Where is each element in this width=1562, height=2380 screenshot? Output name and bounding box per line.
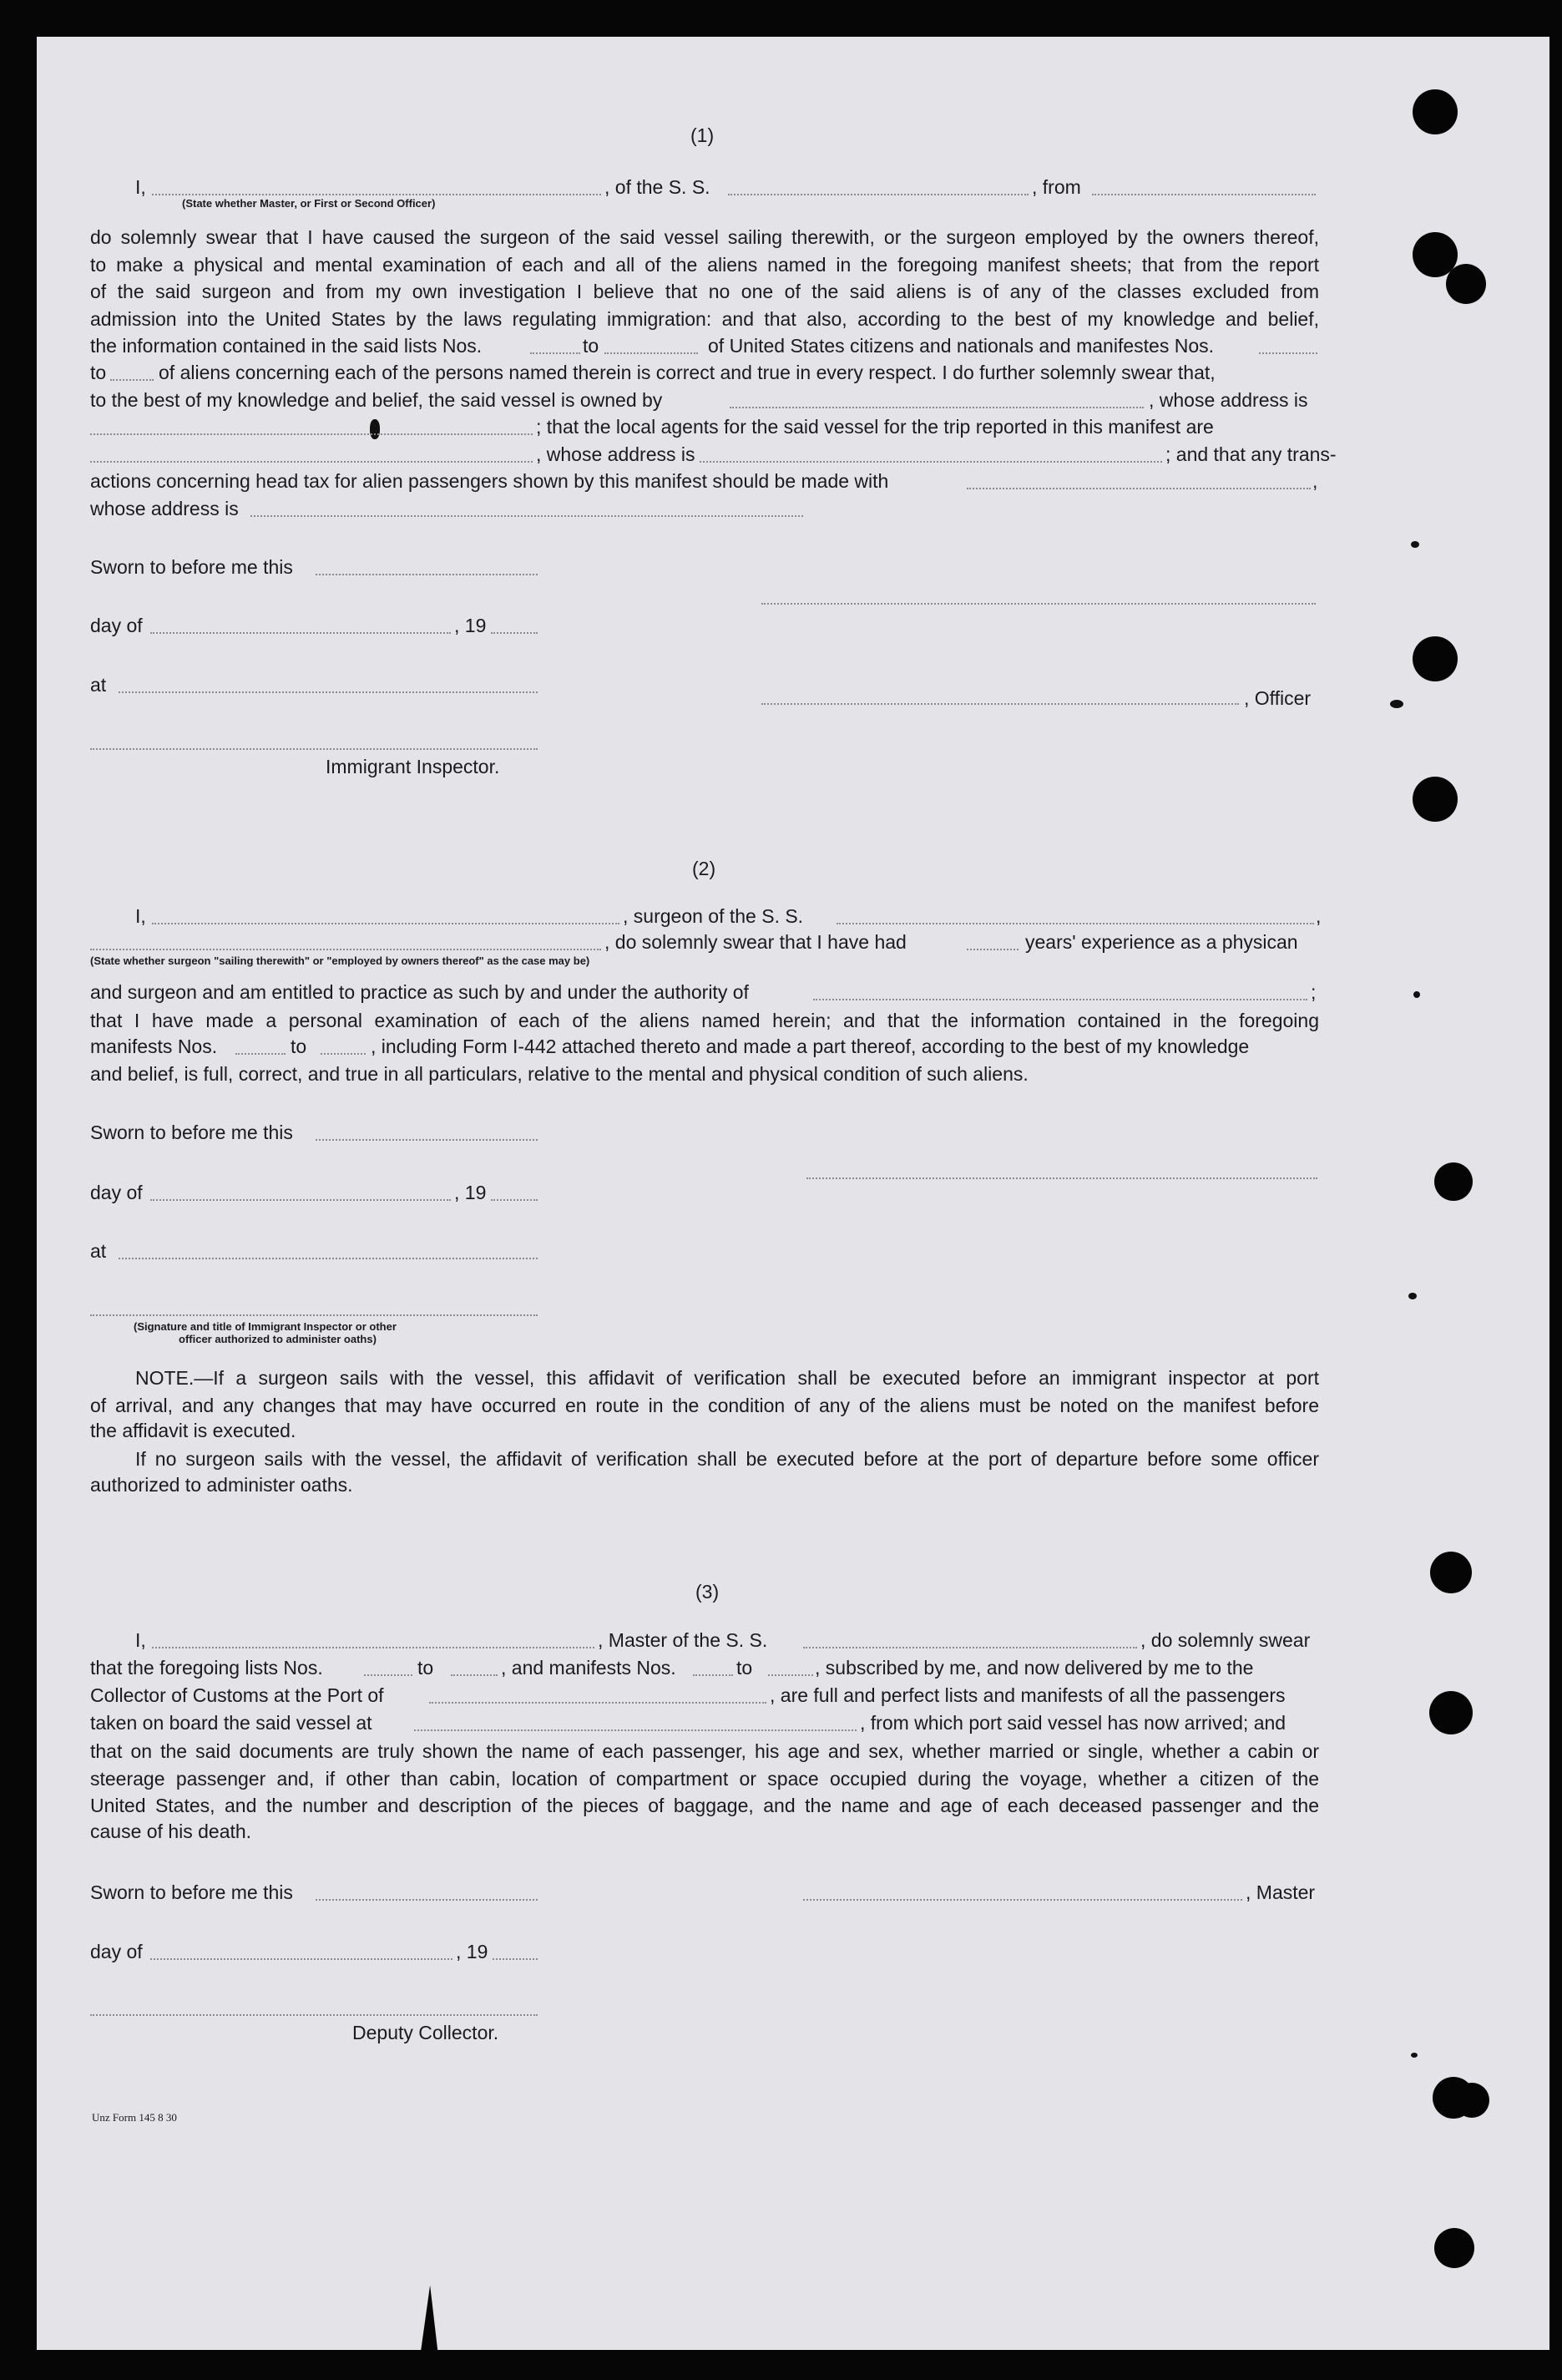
ship-name-line — [837, 923, 1314, 924]
day-line — [150, 1199, 451, 1201]
oath-line: and belief, is full, correct, and true in all particulars, relative to the mental and physical condition of such aliens. — [90, 1063, 1029, 1085]
of-ss-label: , of the S. S. — [604, 176, 710, 198]
note-paragraph-2 — [90, 1446, 1319, 1473]
ship-name-line — [803, 1647, 1137, 1648]
oath-paragraph-1 — [90, 224, 1319, 332]
to-label: to — [736, 1657, 753, 1679]
address-label: whose address is — [90, 498, 239, 519]
lists-nos-label: the information contained in the said lists Nos. — [90, 335, 483, 357]
year-line — [493, 1958, 538, 1960]
section-2-number: (2) — [692, 858, 716, 879]
oath-line: of the said surgeon and from my own investigation I believe that no one of the said aliens is of any of the classes excluded from — [90, 281, 1319, 302]
ink-speck — [1413, 991, 1420, 998]
surgeon-signature-line — [806, 1177, 1317, 1179]
manifests-from-line — [693, 1674, 733, 1676]
taken-on-board-label: taken on board the said vessel at — [90, 1712, 372, 1734]
oath-line: steerage passenger and, if other than cabin, location of compartment or space occupied during the voyage, whether a citizen of the — [90, 1767, 1319, 1790]
year-label: , 19 — [456, 1941, 488, 1962]
oath-line: that on the said documents are truly shown the name of each passenger, his age and sex, whether married or single, whether a cabin or — [90, 1740, 1319, 1762]
oath-line: cause of his death. — [90, 1820, 252, 1842]
authority-label: and surgeon and am entitled to practice as such by and under the authority of — [90, 981, 749, 1003]
lists-nos-label: that the foregoing lists Nos. — [90, 1657, 323, 1679]
note-paragraph — [90, 1365, 1319, 1419]
citizens-label: of United States citizens and nationals and manifestes Nos. — [708, 335, 1215, 357]
to-label: to — [90, 362, 107, 383]
at-label: at — [90, 1240, 107, 1262]
oath-line: admission into the United States by the laws regulating immigration: and that also, according to the best of my knowledge and belief, — [90, 307, 1319, 330]
section-3-number: (3) — [695, 1581, 720, 1603]
years-line — [967, 949, 1019, 950]
signature-note: (Signature and title of Immigrant Inspector or other — [134, 1320, 397, 1333]
lists-to-line — [604, 352, 698, 354]
punch-hole — [1454, 2083, 1489, 2118]
swear-label: , do solemnly swear that I have had — [604, 931, 907, 953]
note-line: the affidavit is executed. — [90, 1420, 296, 1441]
subscribed-label: , subscribed by me, and now delivered by me to the — [815, 1657, 1254, 1679]
master-name-line — [152, 194, 601, 195]
manifests-to-line — [321, 1053, 366, 1055]
punch-hole — [1434, 1162, 1473, 1201]
ink-speck — [1390, 700, 1403, 708]
collector-label: Collector of Customs at the Port of — [90, 1684, 384, 1706]
address-label: , whose address is — [1149, 389, 1308, 411]
at-line — [119, 691, 538, 693]
comma: , — [1316, 905, 1322, 927]
from-label: , from — [1032, 176, 1081, 198]
punch-hole — [1413, 777, 1458, 822]
transactions-label: ; and that any trans- — [1165, 443, 1337, 465]
lists-label: , are full and perfect lists and manifests of all the passengers — [770, 1684, 1286, 1706]
ink-speck — [1411, 2053, 1418, 2058]
owner-address-line — [90, 433, 533, 435]
sworn-label: Sworn to before me this — [90, 1122, 293, 1143]
swear-label: , do solemnly swear — [1140, 1629, 1311, 1651]
inspector-sign-line — [90, 1314, 538, 1316]
at-line — [119, 1258, 538, 1259]
head-tax-line — [967, 488, 1311, 489]
address-label: , whose address is — [536, 443, 695, 465]
oath-line: United States, and the number and description of the pieces of baggage, and the name and age of each deceased passenger and the — [90, 1795, 1319, 1816]
sworn-date-line — [316, 1899, 538, 1901]
surgeon-label: I, — [135, 905, 146, 927]
day-line — [150, 632, 451, 634]
year-label: , 19 — [454, 1182, 487, 1203]
lists-to-line — [451, 1674, 498, 1676]
note-line: NOTE.—If a surgeon sails with the vessel, this affidavit of verification shall be executed before an immigrant inspector at port — [135, 1367, 1319, 1389]
officer-sign-line — [761, 703, 1239, 705]
day-of-label: day of — [90, 615, 143, 636]
form-id: Unz Form 145 8 30 — [92, 2111, 177, 2124]
agents-label: ; that the local agents for the said vessel for the trip reported in this manifest are — [536, 416, 1214, 438]
sworn-date-line — [316, 574, 538, 575]
punch-hole — [1413, 636, 1458, 681]
note-line: of arrival, and any changes that may have occurred en route in the condition of any of the aliens must be noted on the manifest before — [90, 1394, 1319, 1416]
head-tax-address-line — [250, 515, 803, 517]
signature-note: officer authorized to administer oaths) — [179, 1333, 377, 1345]
from-port-line — [1092, 194, 1316, 195]
agents-address-line — [700, 461, 1162, 463]
semicolon: ; — [1311, 981, 1317, 1003]
year-line — [491, 1199, 538, 1201]
master-title-label: , Master — [1246, 1881, 1316, 1903]
manifests-to-line — [110, 379, 154, 381]
master-label: I, — [135, 1629, 146, 1651]
punch-hole — [1413, 89, 1458, 134]
punch-hole — [1434, 2228, 1474, 2268]
surgeon-note: (State whether surgeon "sailing therewith" or "employed by owners thereof" as the case may be) — [90, 955, 590, 967]
ink-speck — [1408, 1293, 1417, 1299]
inspector-label: Immigrant Inspector. — [326, 756, 500, 777]
arrived-label: , from which port said vessel has now arrived; and — [860, 1712, 1287, 1734]
head-tax-label: actions concerning head tax for alien passengers shown by this manifest should be made with — [90, 470, 889, 492]
punch-hole — [1430, 1552, 1472, 1593]
section-1-number: (1) — [690, 124, 715, 146]
oath-line: of aliens concerning each of the persons named therein is correct and true in every respect. I do further solemnly swear that, — [159, 362, 1216, 383]
day-of-label: day of — [90, 1941, 143, 1962]
officer-note: (State whether Master, or First or Second Officer) — [182, 197, 436, 210]
comma: , — [1312, 470, 1318, 492]
surgeon-ss-label: , surgeon of the S. S. — [623, 905, 804, 927]
ink-speck — [1411, 541, 1419, 548]
note-line: authorized to administer oaths. — [90, 1474, 353, 1496]
port-line — [429, 1702, 766, 1704]
manifests-nos-label: manifests Nos. — [90, 1036, 218, 1057]
to-label: to — [417, 1657, 434, 1679]
note-line: If no surgeon sails with the vessel, the affidavit of verification shall be executed before at the port of departure before some officer — [135, 1448, 1319, 1470]
ink-speck — [370, 419, 380, 439]
port-of-embarkation-line — [414, 1729, 857, 1731]
form-i442-label: , including Form I-442 attached thereto and made a part thereof, according to the best of my knowledge — [371, 1036, 1250, 1057]
signature-line — [761, 603, 1316, 605]
punch-hole — [1429, 1691, 1473, 1734]
deputy-collector-label: Deputy Collector. — [352, 2022, 499, 2043]
deputy-sign-line — [90, 2014, 538, 2016]
master-name-line — [152, 1647, 594, 1648]
manifests-nos-label: , and manifests Nos. — [501, 1657, 676, 1679]
punch-hole — [1446, 264, 1486, 304]
year-line — [491, 632, 538, 634]
master-ss-label: , Master of the S. S. — [598, 1629, 768, 1651]
year-label: , 19 — [454, 615, 487, 636]
oath-paragraph-3 — [90, 1738, 1319, 1820]
surgeon-type-line — [90, 949, 601, 950]
day-line — [150, 1958, 452, 1960]
agents-line — [90, 461, 533, 463]
surgeon-paragraph — [90, 1007, 1319, 1035]
to-label: to — [583, 335, 599, 357]
master-label: I, — [135, 176, 146, 198]
manifests-from-line — [1259, 352, 1317, 354]
oath-line: that I have made a personal examination of each of the aliens named herein; and that the information contained in the foregoing — [90, 1010, 1319, 1031]
manifests-from-line — [235, 1053, 286, 1055]
manifests-to-line — [768, 1674, 813, 1676]
master-signature-line — [803, 1899, 1242, 1901]
lists-from-line — [364, 1674, 412, 1676]
years-label: years' experience as a physican — [1025, 931, 1298, 953]
owned-by-label: to the best of my knowledge and belief, the said vessel is owned by — [90, 389, 663, 411]
inspector-sign-line — [90, 748, 538, 750]
to-label: to — [291, 1036, 307, 1057]
at-label: at — [90, 674, 107, 696]
surgeon-name-line — [152, 923, 619, 924]
oath-line: to make a physical and mental examination of each and all of the aliens named in the foregoing manifest sheets; that from the report — [90, 253, 1319, 276]
officer-label: , Officer — [1244, 687, 1312, 709]
day-of-label: day of — [90, 1182, 143, 1203]
sworn-label: Sworn to before me this — [90, 556, 293, 578]
authority-line — [813, 999, 1307, 1000]
lists-from-line — [530, 352, 580, 354]
oath-line: do solemnly swear that I have caused the surgeon of the said vessel sailing therewith, or the surgeon employed by the owners thereof, — [90, 226, 1319, 248]
owner-line — [730, 407, 1144, 408]
ship-name-line — [728, 194, 1029, 195]
sworn-label: Sworn to before me this — [90, 1881, 293, 1903]
sworn-date-line — [316, 1139, 538, 1141]
